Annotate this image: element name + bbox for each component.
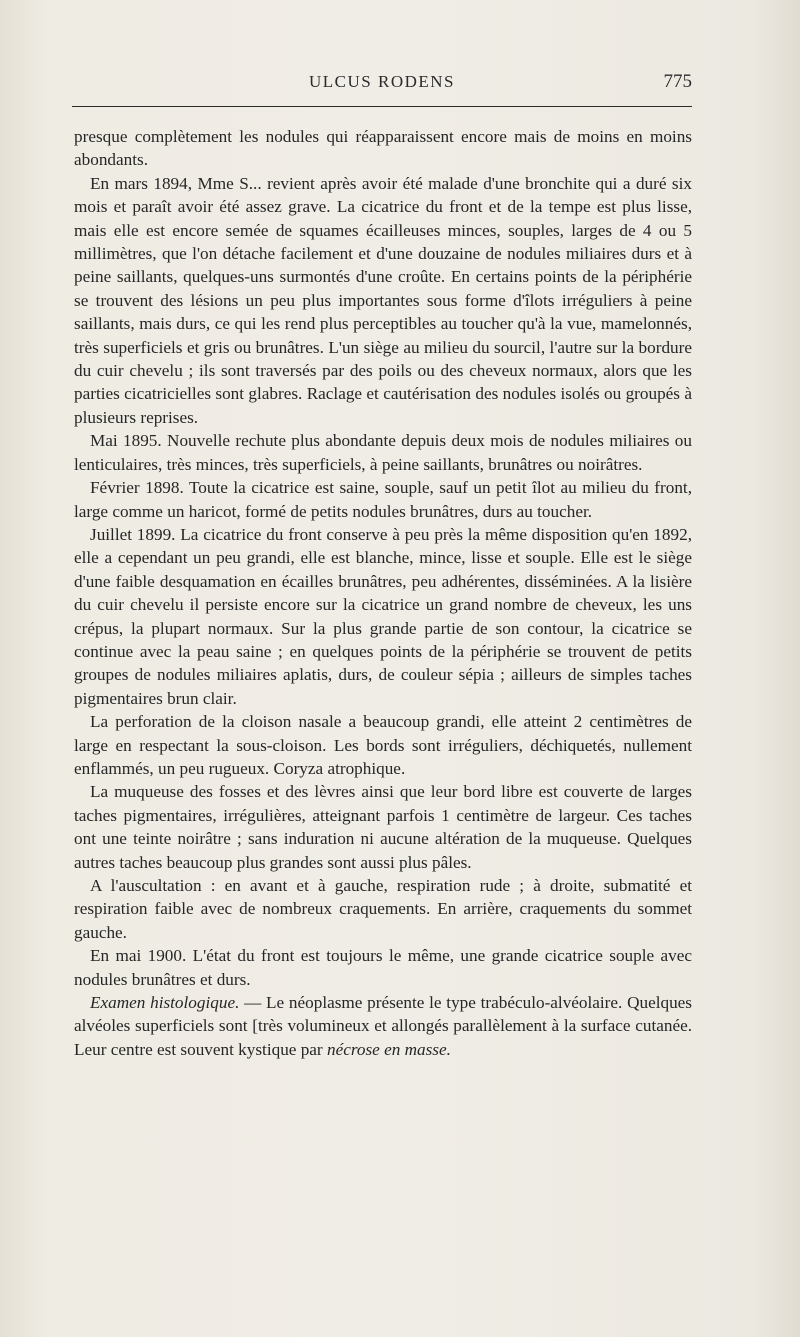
page-header	[72, 72, 692, 102]
paragraph-3: Mai 1895. Nouvelle rechute plus abondante depuis deux mois de nodules miliaires ou lenticulaires, très minces, très superficiels, à peine saillants, brunâtres ou noirâtres.	[74, 431, 692, 474]
section-lead: Examen histologique.	[90, 993, 240, 1013]
running-title: ULCUS RODENS	[309, 72, 455, 91]
body-text	[74, 125, 692, 1061]
page-number: 775	[663, 71, 692, 92]
paragraph-2: En mars 1894, Mme S... revient après avoir été malade d'une bronchite qui a duré six mois et paraît avoir été assez grave. La cicatrice du front et de la tempe est plus lisse, mais elle est encore semée de squames écailleuses minces, souples, larges de 4 ou 5 millimètres, que l'on détache facilement et d'une douzaine de nodules miliaires durs et à peine saillants, quelques-uns surmontés d'une croûte. En certains points de la périphérie se trouvent des lésions un peu plus importantes sous forme d'îlots irréguliers à peine saillants, mais durs, ce qui les rend plus perceptibles au toucher qu'à la vue, mamelonnés, très superficiels et gris ou brunâtres. L'un siège au milieu du sourcil, l'autre sur la bordure du cuir chevelu ; ils sont traversés par des poils ou des cheveux normaux, alors que les parties cicatricielles sont glabres. Raclage et cautérisation des nodules isolés ou groupés à plusieurs reprises.	[74, 173, 692, 427]
paragraph-10-text: — Le néoplasme présente le type trabéculo-alvéolaire. Quelques alvéoles superficiels sont [très volumineux et allongés parallèlement à la surface cutanée. Leur centre est souvent kystique par	[74, 993, 692, 1059]
paragraph-7: La muqueuse des fosses et des lèvres ainsi que leur bord libre est couverte de larges taches pigmentaires, irrégulières, atteignant parfois 1 centimètre de largeur. Ces taches ont une teinte noirâtre ; sans induration ni aucune altération de la muqueuse. Quelques autres taches beaucoup plus grandes sont aussi plus pâles.	[74, 782, 692, 872]
paragraph-8: A l'auscultation : en avant et à gauche, respiration rude ; à droite, submatité et respiration faible avec de nombreux craquements. En arrière, craquements du sommet gauche.	[74, 876, 692, 942]
paragraph-4: Février 1898. Toute la cicatrice est saine, souple, sauf un petit îlot au milieu du front, large comme un haricot, formé de petits nodules brunâtres, durs au toucher.	[74, 478, 692, 521]
header-rule	[72, 106, 692, 107]
paragraph-10	[74, 991, 692, 1061]
paragraph-6: La perforation de la cloison nasale a beaucoup grandi, elle atteint 2 centimètres de large en respectant la sous-cloison. Les bords sont irréguliers, déchiquetés, nullement enflammés, un peu rugueux. Coryza atrophique.	[74, 712, 692, 778]
paragraph-9: En mai 1900. L'état du front est toujours le même, une grande cicatrice souple avec nodules brunâtres et durs.	[74, 946, 692, 989]
italic-term: nécrose en masse.	[326, 1039, 451, 1059]
paragraph-5: Juillet 1899. La cicatrice du front conserve à peu près la même disposition qu'en 1892, elle a cependant un peu grandi, elle est blanche, mince, lisse et souple. Elle est le siège d'une faible desquamation en écailles brunâtres, peu adhérentes, disséminées. A la lisière du cuir chevelu il persiste encore sur la cicatrice un grand nombre de cheveux, les uns crépus, la plupart normaux. Sur la plus grande partie de son contour, la cicatrice se continue avec la peau saine ; en quelques points de la périphérie se trouvent de petits groupes de nodules miliaires aplatis, durs, de couleur sépia ; ailleurs de simples taches pigmentaires brun clair.	[74, 524, 692, 708]
paragraph-1: presque complètement les nodules qui réapparaissent encore mais de moins en moins abondants.	[74, 127, 692, 170]
